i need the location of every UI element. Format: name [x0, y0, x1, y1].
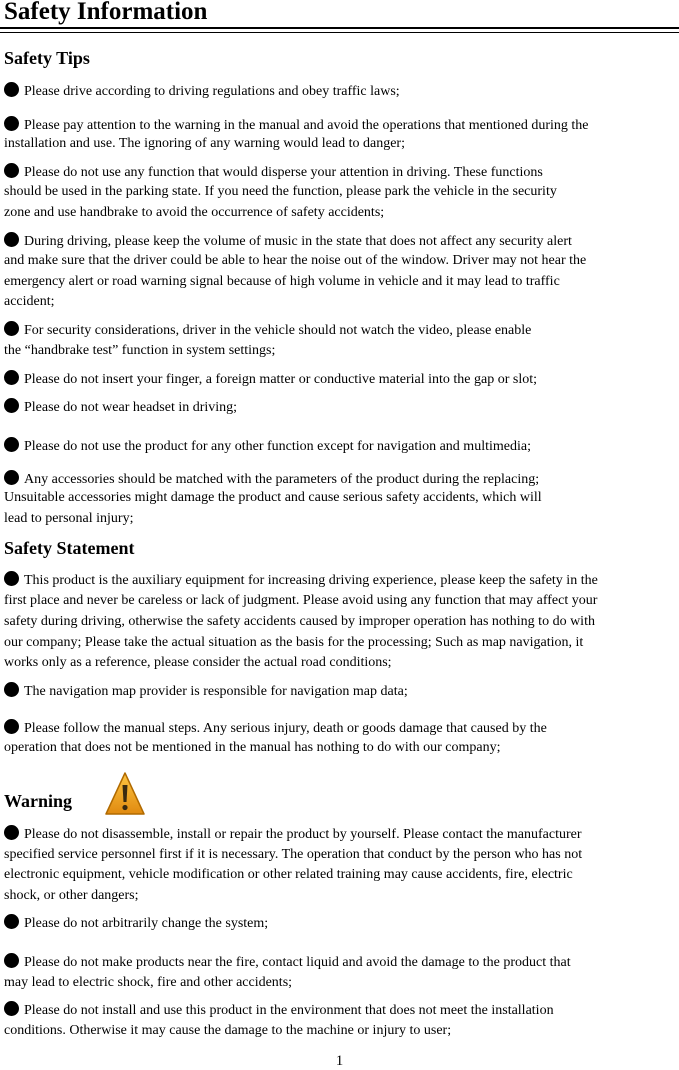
bullet-icon — [4, 116, 19, 131]
bullet-icon — [4, 719, 19, 734]
statement-text-line: first place and never be careless or lack of judgment. Please avoid using any function that may affect your — [4, 593, 598, 608]
bullet-icon — [4, 232, 19, 247]
bullet-icon — [4, 682, 19, 697]
bullet-icon — [4, 370, 19, 385]
bullet-icon — [4, 82, 19, 97]
statement-item: The navigation map provider is responsible for navigation map data; — [4, 682, 408, 701]
tip-text-line: should be used in the parking state. If you need the function, please park the vehicle in the security — [4, 184, 557, 199]
statement-text-line: our company; Please take the actual situation as the basis for the processing; Such as map navigation, it — [4, 635, 584, 650]
warning-text-line: specified service personnel first if it is necessary. The operation that conduct by the person who has not — [4, 847, 583, 862]
section-heading-warning: Warning — [4, 791, 73, 811]
bullet-icon — [4, 914, 19, 929]
bullet-icon — [4, 398, 19, 413]
warning-item: Please do not arbitrarily change the system; — [4, 914, 268, 933]
statement-text-line: safety during driving, otherwise the safety accidents caused by improper operation has nothing to do with — [4, 614, 595, 629]
section-heading-safety-statement: Safety Statement — [4, 538, 135, 558]
bullet-icon — [4, 437, 19, 452]
bullet-icon — [4, 953, 19, 968]
bullet-icon — [4, 163, 19, 178]
bullet-icon — [4, 1001, 19, 1016]
bullet-icon — [4, 571, 19, 586]
tip-text-line: accident; — [4, 294, 55, 309]
tip-item: Any accessories should be matched with the parameters of the product during the replacing; — [4, 470, 539, 489]
bullet-icon — [4, 321, 19, 336]
warning-text-line: conditions. Otherwise it may cause the damage to the machine or injury to user; — [4, 1023, 452, 1038]
statement-text-line: works only as a reference, please consider the actual road conditions; — [4, 655, 392, 670]
tip-item: For security considerations, driver in the vehicle should not watch the video, please enable — [4, 321, 531, 340]
statement-item: This product is the auxiliary equipment for increasing driving experience, please keep the safety in the — [4, 571, 598, 590]
statement-text-line: operation that does not be mentioned in the manual has nothing to do with our company; — [4, 740, 501, 755]
tip-item: Please do not use the product for any other function except for navigation and multimedia; — [4, 437, 531, 456]
warning-text-line: shock, or other dangers; — [4, 888, 139, 903]
section-heading-safety-tips: Safety Tips — [4, 48, 90, 68]
warning-item: Please do not install and use this product in the environment that does not meet the installation — [4, 1001, 554, 1020]
tip-text-line: emergency alert or road warning signal because of high volume in vehicle and it may lead to traffic — [4, 274, 560, 289]
tip-text-line: Unsuitable accessories might damage the product and cause serious safety accidents, which will — [4, 490, 542, 505]
tip-text-line: lead to personal injury; — [4, 511, 134, 526]
title-rule-thick — [0, 27, 679, 29]
bullet-icon — [4, 470, 19, 485]
tip-text-line: installation and use. The ignoring of any warning would lead to danger; — [4, 136, 405, 151]
page-title: Safety Information — [4, 0, 208, 25]
page-number: 1 — [335, 1053, 344, 1069]
warning-item: Please do not disassemble, install or repair the product by yourself. Please contact the manufacturer — [4, 825, 582, 844]
tip-item: Please do not wear headset in driving; — [4, 398, 237, 417]
statement-item: Please follow the manual steps. Any serious injury, death or goods damage that caused by the — [4, 719, 547, 738]
title-rule-thin — [0, 32, 679, 33]
tip-text-line: the “handbrake test” function in system settings; — [4, 343, 276, 358]
tip-text-line: and make sure that the driver could be able to hear the noise out of the window. Driver may not hear the — [4, 253, 587, 268]
tip-item: Please do not insert your finger, a foreign matter or conductive material into the gap or slot; — [4, 370, 537, 389]
warning-text-line: may lead to electric shock, fire and other accidents; — [4, 975, 293, 990]
tip-text-line: zone and use handbrake to avoid the occurrence of safety accidents; — [4, 205, 385, 220]
bullet-icon — [4, 825, 19, 840]
tip-item: Please drive according to driving regulations and obey traffic laws; — [4, 82, 400, 101]
tip-item: Please do not use any function that would disperse your attention in driving. These functions — [4, 163, 543, 182]
tip-item: During driving, please keep the volume of music in the state that does not affect any security alert — [4, 232, 572, 251]
warning-text-line: electronic equipment, vehicle modification or other related training may cause accidents, fire, electric — [4, 867, 573, 882]
warning-triangle-icon — [104, 770, 146, 818]
warning-item: Please do not make products near the fire, contact liquid and avoid the damage to the product that — [4, 953, 571, 972]
tip-item: Please pay attention to the warning in the manual and avoid the operations that mentioned during the — [4, 116, 589, 135]
